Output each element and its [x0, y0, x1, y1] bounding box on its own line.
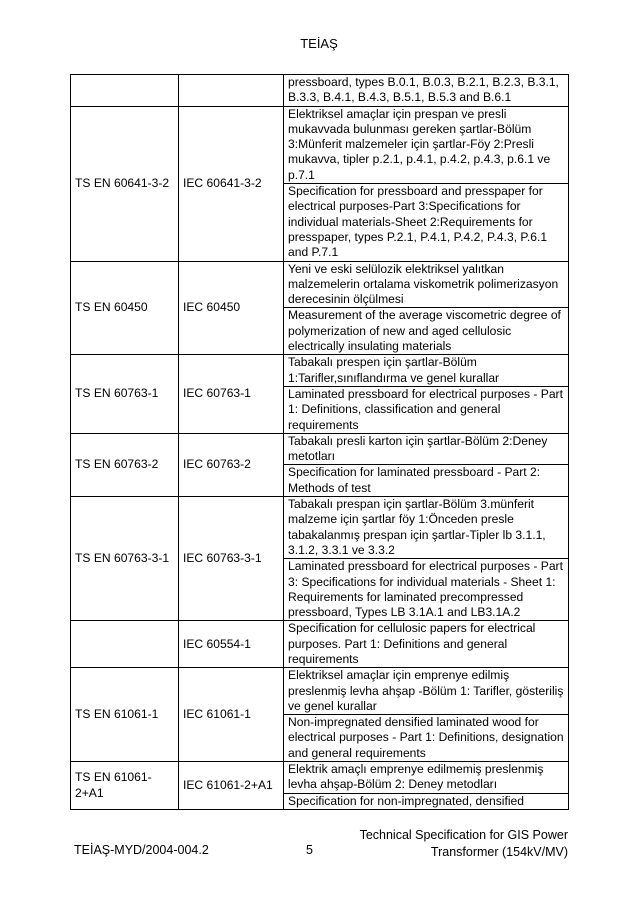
description-tr-cell: Elektriksel amaçlar için emprenye edilmiş preslenmiş levha ahşap -Bölüm 1: Tarifler, gösteriliş ve genel kurallar	[284, 668, 569, 715]
iec-standard-cell: IEC 61061-2+A1	[179, 762, 284, 810]
table-row	[71, 497, 569, 559]
standards-table-body	[71, 75, 569, 810]
iec-standard-cell: IEC 60763-3-1	[179, 497, 284, 621]
table-row	[71, 762, 569, 794]
footer-spec-line2: Transformer (154kV/MV)	[430, 845, 568, 859]
table-row	[71, 621, 569, 668]
page-header-title: TEİAŞ	[300, 36, 338, 51]
footer-page-number: 5	[306, 843, 313, 857]
description-tr-cell: Elektrik amaçlı emprenye edilmemiş preslenmiş levha ahşap-Bölüm 2: Deney metodları	[284, 762, 569, 794]
description-cell: Laminated pressboard for electrical purposes - Part 1: Definitions, classification and general requirements	[284, 386, 569, 433]
footer-spec-line1: Technical Specification for GIS Power	[359, 828, 568, 842]
iec-standard-cell: IEC 60450	[179, 261, 284, 355]
description-cell: Specification for pressboard and presspaper for electrical purposes-Part 3:Specifications for individual materials-Sheet 2:Requirements for presspaper, types P.2.1, P.4.1, P.4.2, P.4.3, P.6.1 and P.7.1	[284, 184, 569, 261]
standards-table	[70, 74, 569, 810]
table-row	[71, 668, 569, 715]
table-row	[71, 75, 569, 107]
description-tr-cell: Elektriksel amaçlar için prespan ve presli mukavvada bulunması gereken şartlar-Bölüm 3:Münferit malzemeler için şartlar-Föy 2:Presli mukavva, tipler p.2.1, p.4.1, p.4.2, p.4.3, p.6.1 ve p.7.1	[284, 106, 569, 183]
ts-standard-cell	[71, 75, 179, 107]
description-cell: pressboard, types B.0.1, B.0.3, B.2.1, B.2.3, B.3.1, B.3.3, B.4.1, B.4.3, B.5.1, B.5.3 and B.6.1	[284, 75, 569, 107]
ts-standard-cell: TS EN 61061-2+A1	[71, 762, 179, 810]
ts-standard-cell: TS EN 60450	[71, 261, 179, 355]
description-cell: Measurement of the average viscometric degree of polymerization of new and aged cellulosic electrically insulating materials	[284, 308, 569, 355]
table-row	[71, 261, 569, 308]
description-tr-cell: Yeni ve eski selülozik elektriksel yalıtkan malzemelerin ortalama viskometrik polimerizasyon derecesinin ölçülmesi	[284, 261, 569, 308]
ts-standard-cell: TS EN 60763-1	[71, 355, 179, 433]
iec-standard-cell: IEC 60554-1	[179, 621, 284, 668]
ts-standard-cell	[71, 621, 179, 668]
footer-spec-title	[328, 827, 568, 861]
description-tr-cell: Tabakalı presli karton için şartlar-Bölüm 2:Deney metotları	[284, 433, 569, 465]
table-row	[71, 106, 569, 183]
iec-standard-cell: IEC 60763-2	[179, 433, 284, 496]
description-cell: Non-impregnated densified laminated wood for electrical purposes - Part 1: Definitions, designation and general requirements	[284, 715, 569, 762]
ts-standard-cell: TS EN 61061-1	[71, 668, 179, 762]
iec-standard-cell: IEC 60763-1	[179, 355, 284, 433]
iec-standard-cell: IEC 61061-1	[179, 668, 284, 762]
description-tr-cell: Tabakalı prespan için şartlar-Bölüm 3.münferit malzeme için şartlar föy 1:Önceden presle tabakalanmış prespan için şartlar-Tipler lb 3.1.1, 3.1.2, 3.3.1 ve 3.3.2	[284, 497, 569, 559]
ts-standard-cell: TS EN 60641-3-2	[71, 106, 179, 261]
ts-standard-cell: TS EN 60763-2	[71, 433, 179, 496]
description-cell: Specification for cellulosic papers for electrical purposes. Part 1: Definitions and general requirements	[284, 621, 569, 668]
table-row	[71, 433, 569, 465]
description-tr-cell: Tabakalı prespen için şartlar-Bölüm 1:Tarifler,sınıflandırma ve genel kurallar	[284, 355, 569, 387]
description-cell: Specification for laminated pressboard - Part 2: Methods of test	[284, 465, 569, 497]
ts-standard-cell: TS EN 60763-3-1	[71, 497, 179, 621]
iec-standard-cell	[179, 75, 284, 107]
description-cell: Laminated pressboard for electrical purposes - Part 3: Specifications for individual materials - Sheet 1: Requirements for laminated precompressed pressboard, Types LB 3.1A.1 and LB3.1A.2	[284, 559, 569, 621]
footer-doc-code: TEİAŞ-MYD/2004-004.2	[74, 843, 209, 857]
description-cell: Specification for non-impregnated, densified	[284, 793, 569, 809]
table-row	[71, 355, 569, 387]
iec-standard-cell: IEC 60641-3-2	[179, 106, 284, 261]
